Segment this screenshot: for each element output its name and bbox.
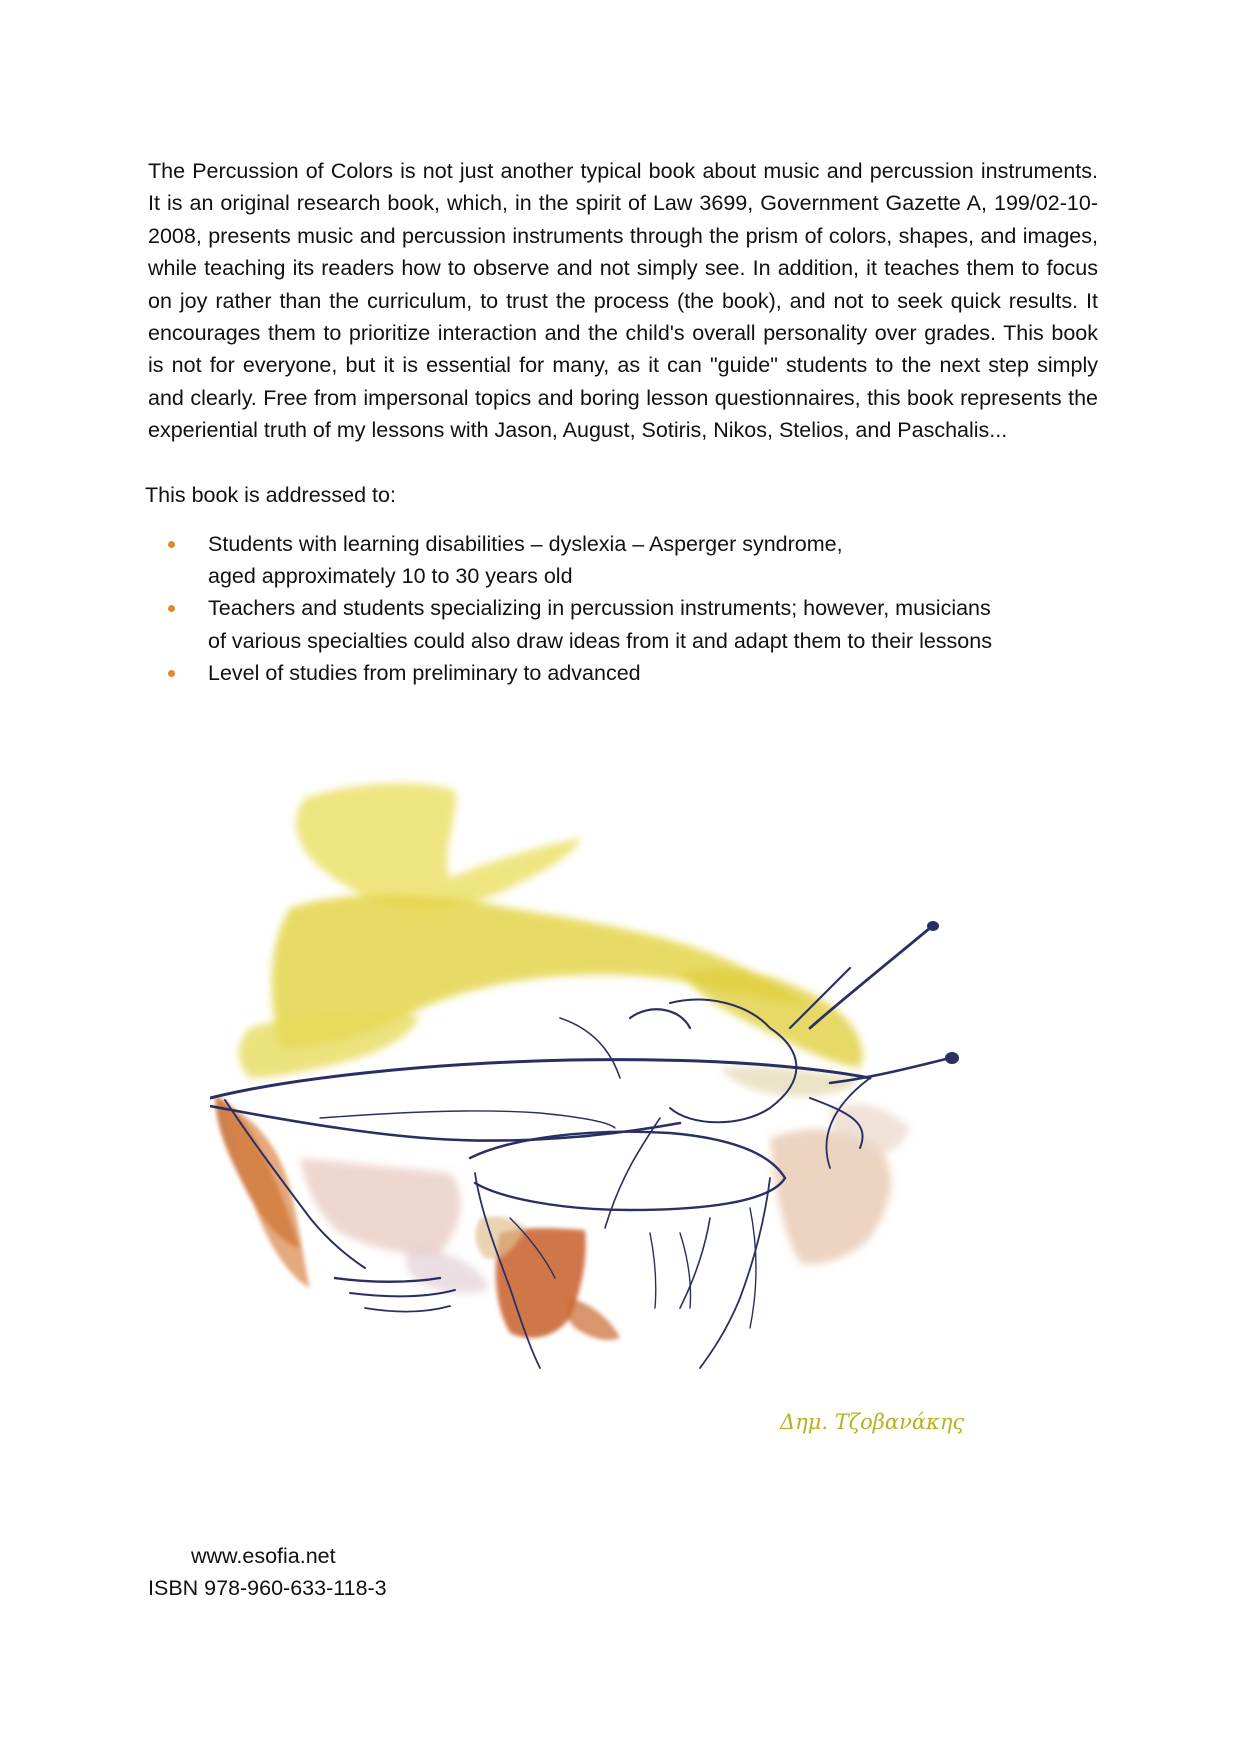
- audience-list: [168, 528, 1098, 689]
- list-item: [168, 592, 1098, 656]
- yellow-wash: [239, 783, 863, 1096]
- isbn-number: ISBN 978-960-633-118-3: [148, 1576, 387, 1600]
- bullet-icon: [168, 541, 175, 548]
- list-item: [168, 528, 1098, 592]
- list-item: [168, 657, 1098, 689]
- watercolor-percussion-illustration: [210, 778, 1060, 1438]
- list-item-line: Level of studies from preliminary to advanced: [208, 660, 641, 685]
- list-item-line: aged approximately 10 to 30 years old: [208, 564, 573, 589]
- intro-paragraph: The Percussion of Colors is not just another typical book about music and percussion instruments. It is an original research book, which, in the spirit of Law 3699, Government Gazette A, 199/02-10-2008, presents music and percussion instruments through the prism of colors, shapes, and images, while teaching its readers how to observe and not simply see. In addition, it teaches them to focus on joy rather than the curriculum, to trust the process (the book), and not to seek quick results. It encourages them to prioritize interaction and the child's overall personality over grades. This book is not for everyone, but it is essential for many, as it can "guide" students to the next step simply and clearly. Free from impersonal topics and boring lesson questionnaires, this book represents the experiential truth of my lessons with Jason, August, Sotiris, Nikos, Stelios, and Paschalis...: [148, 159, 1098, 443]
- artist-signature: Δημ. Τζοβανάκης: [780, 1410, 965, 1434]
- list-item-line: Teachers and students specializing in percussion instruments; however, musicians: [208, 596, 991, 621]
- bullet-icon: [168, 605, 175, 612]
- website-url: www.esofia.net: [191, 1544, 336, 1568]
- mallet-head: [945, 1052, 959, 1064]
- list-item-line: Students with learning disabilities – dyslexia – Asperger syndrome,: [208, 532, 843, 556]
- bullet-icon: [168, 670, 175, 677]
- audience-heading: This book is addressed to:: [145, 483, 396, 507]
- mallet-head: [927, 921, 939, 931]
- list-item-line: of various specialties could also draw ideas from it and adapt them to their lessons: [208, 628, 992, 653]
